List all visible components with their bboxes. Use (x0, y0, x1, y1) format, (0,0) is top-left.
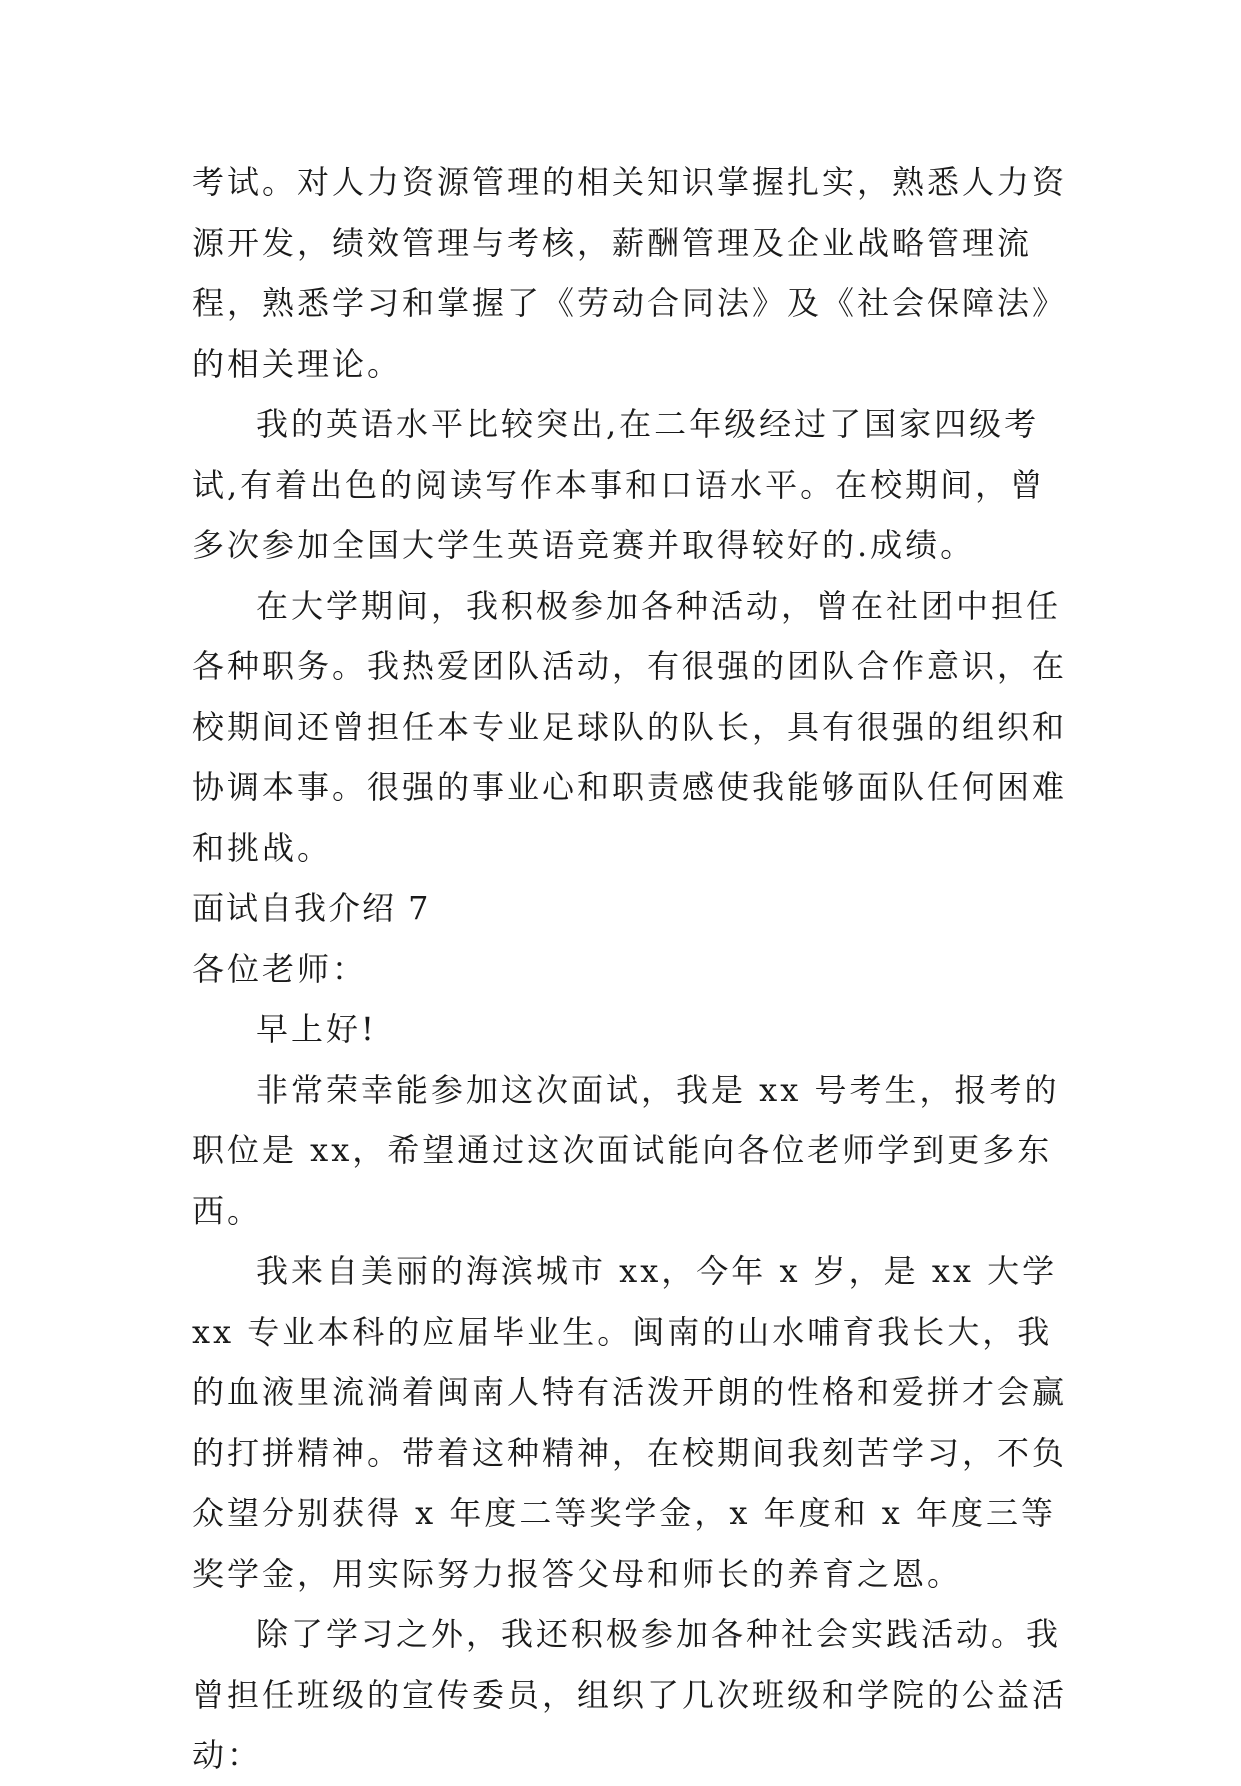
paragraph-hr-knowledge: 考试。对人力资源管理的相关知识掌握扎实，熟悉人力资源开发，绩效管理与考核，薪酬管理及企业战略管理流程，熟悉学习和掌握了《劳动合同法》及《社会保障法》的相关理论。 (192, 163, 1068, 383)
paragraph-social-practice: 除了学习之外，我还积极参加各种社会实践活动。我曾担任班级的宣传委员，组织了几次班级和学院的公益活动： (192, 1615, 1068, 1774)
greeting: 早上好! (256, 1010, 377, 1048)
paragraph-introduction: 非常荣幸能参加这次面试，我是 xx 号考生，报考的职位是 xx，希望通过这次面试能向各位老师学到更多东西。 (192, 1070, 1060, 1230)
document-body (192, 152, 1072, 1786)
paragraph-background: 我来自美丽的海滨城市 xx，今年 x 岁，是 xx 大学 xx 专业本科的应届毕业生。闽南的山水哺育我长大，我的血液里流淌着闽南人特有活泼开朗的性格和爱拼才会赢的打拼精神。带着这种精神，在校期间我刻苦学习，不负众望分别获得 x 年度二等奖学金，x 年度和 x 年度三等奖学金，用实际努力报答父母和师长的养育之恩。 (192, 1252, 1068, 1593)
salutation: 各位老师： (192, 949, 368, 988)
paragraph-english-skills: 我的英语水平比较突出,在二年级经过了国家四级考试,有着出色的阅读写作本事和口语水平。在校期间，曾多次参加全国大学生英语竞赛并取得较好的.成绩。 (192, 405, 1046, 564)
section-heading: 面试自我介绍 7 (192, 889, 431, 927)
paragraph-university-activities: 在大学期间，我积极参加各种活动，曾在社团中担任各种职务。我热爱团队活动，有很强的团队合作意识，在校期间还曾担任本专业足球队的队长，具有很强的组织和协调本事。很强的事业心和职责感使我能够面队任何困难和挑战。 (192, 586, 1068, 867)
